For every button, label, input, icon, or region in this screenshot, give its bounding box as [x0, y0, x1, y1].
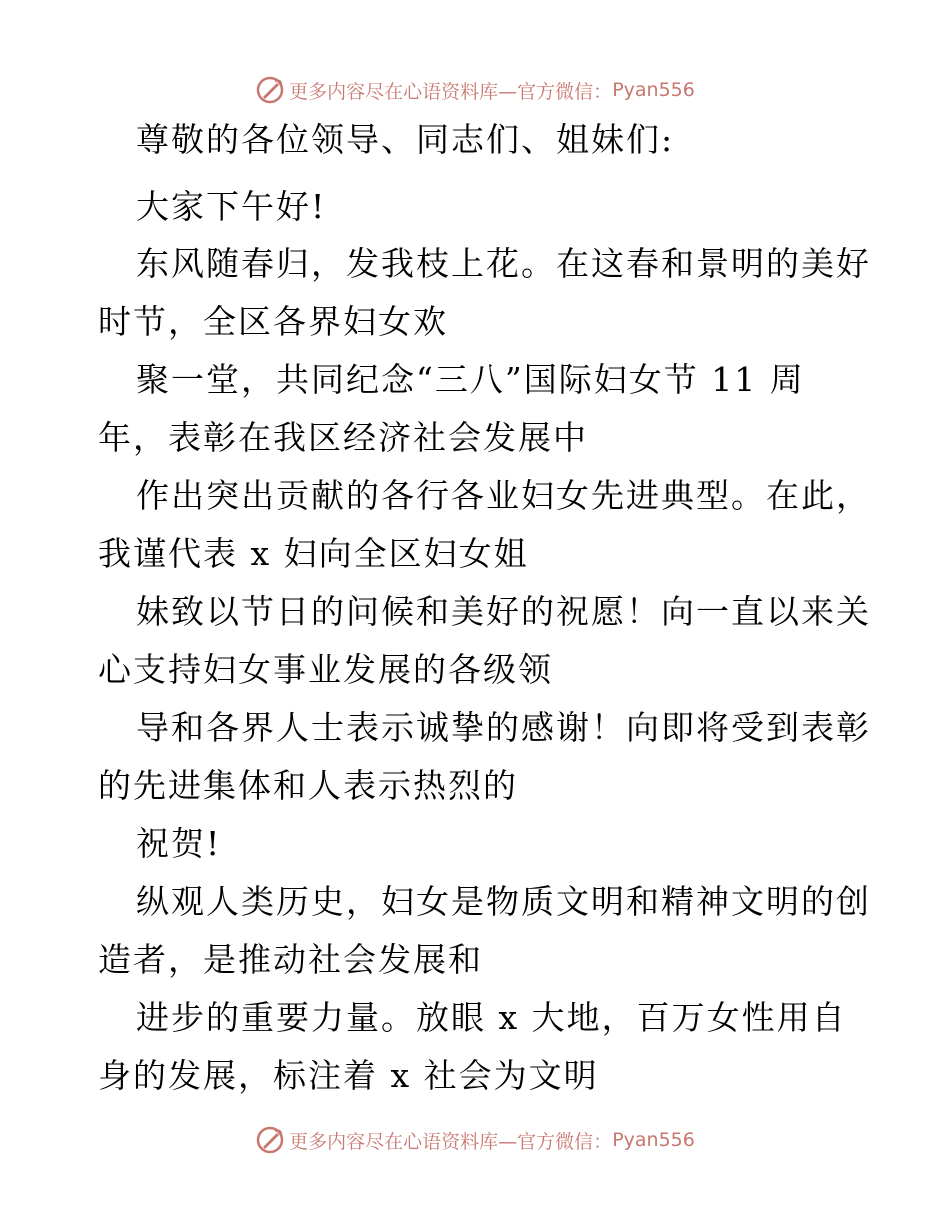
text-line: 祝贺!: [136, 824, 222, 863]
text-line: 大家下午好!: [136, 187, 327, 226]
quill-emblem-icon: [255, 1125, 285, 1155]
text-line: 聚一堂，共同纪念“三八”国际妇女节 11 周: [136, 360, 805, 399]
footer-banner: [0, 1120, 950, 1160]
text-line: 身的发展，标注着 x 社会为文明: [98, 1056, 599, 1095]
banner-wechat-id: Pyan556: [612, 1129, 695, 1151]
text-line: 年，表彰在我区经济社会发展中: [98, 418, 588, 457]
text-line: 的先进集体和人表示热烈的: [98, 766, 518, 805]
text-line: 造者，是推动社会发展和: [98, 940, 483, 979]
text-line: 我谨代表 x 妇向全区妇女姐: [98, 534, 529, 573]
banner-wechat-id: Pyan556: [612, 79, 695, 101]
text-line: 时节，全区各界妇女欢: [98, 302, 448, 341]
text-line: 作出突出贡献的各行各业妇女先进典型。在此，: [136, 476, 871, 515]
text-line: 进步的重要力量。放眼 x 大地，百万女性用自: [136, 998, 847, 1037]
text-line: 东风随春归，发我枝上花。在这春和景明的美好: [136, 244, 871, 283]
banner-title: 更多内容尽在心语资料库: [289, 80, 499, 103]
text-line: 尊敬的各位领导、同志们、姐妹们:: [136, 120, 675, 159]
text-line: 纵观人类历史，妇女是物质文明和精神文明的创: [136, 882, 871, 921]
quill-emblem-icon: [255, 75, 285, 105]
banner-separator: —官方微信：: [498, 1130, 613, 1153]
text-line: 心支持妇女事业发展的各级领: [98, 650, 553, 689]
text-line: 导和各界人士表示诚挚的感谢！向即将受到表彰: [136, 708, 871, 747]
banner-separator: —官方微信：: [498, 80, 613, 103]
banner-title: 更多内容尽在心语资料库: [289, 1130, 499, 1153]
header-banner: [0, 70, 950, 110]
text-line: 妹致以节日的问候和美好的祝愿！向一直以来关: [136, 592, 871, 631]
